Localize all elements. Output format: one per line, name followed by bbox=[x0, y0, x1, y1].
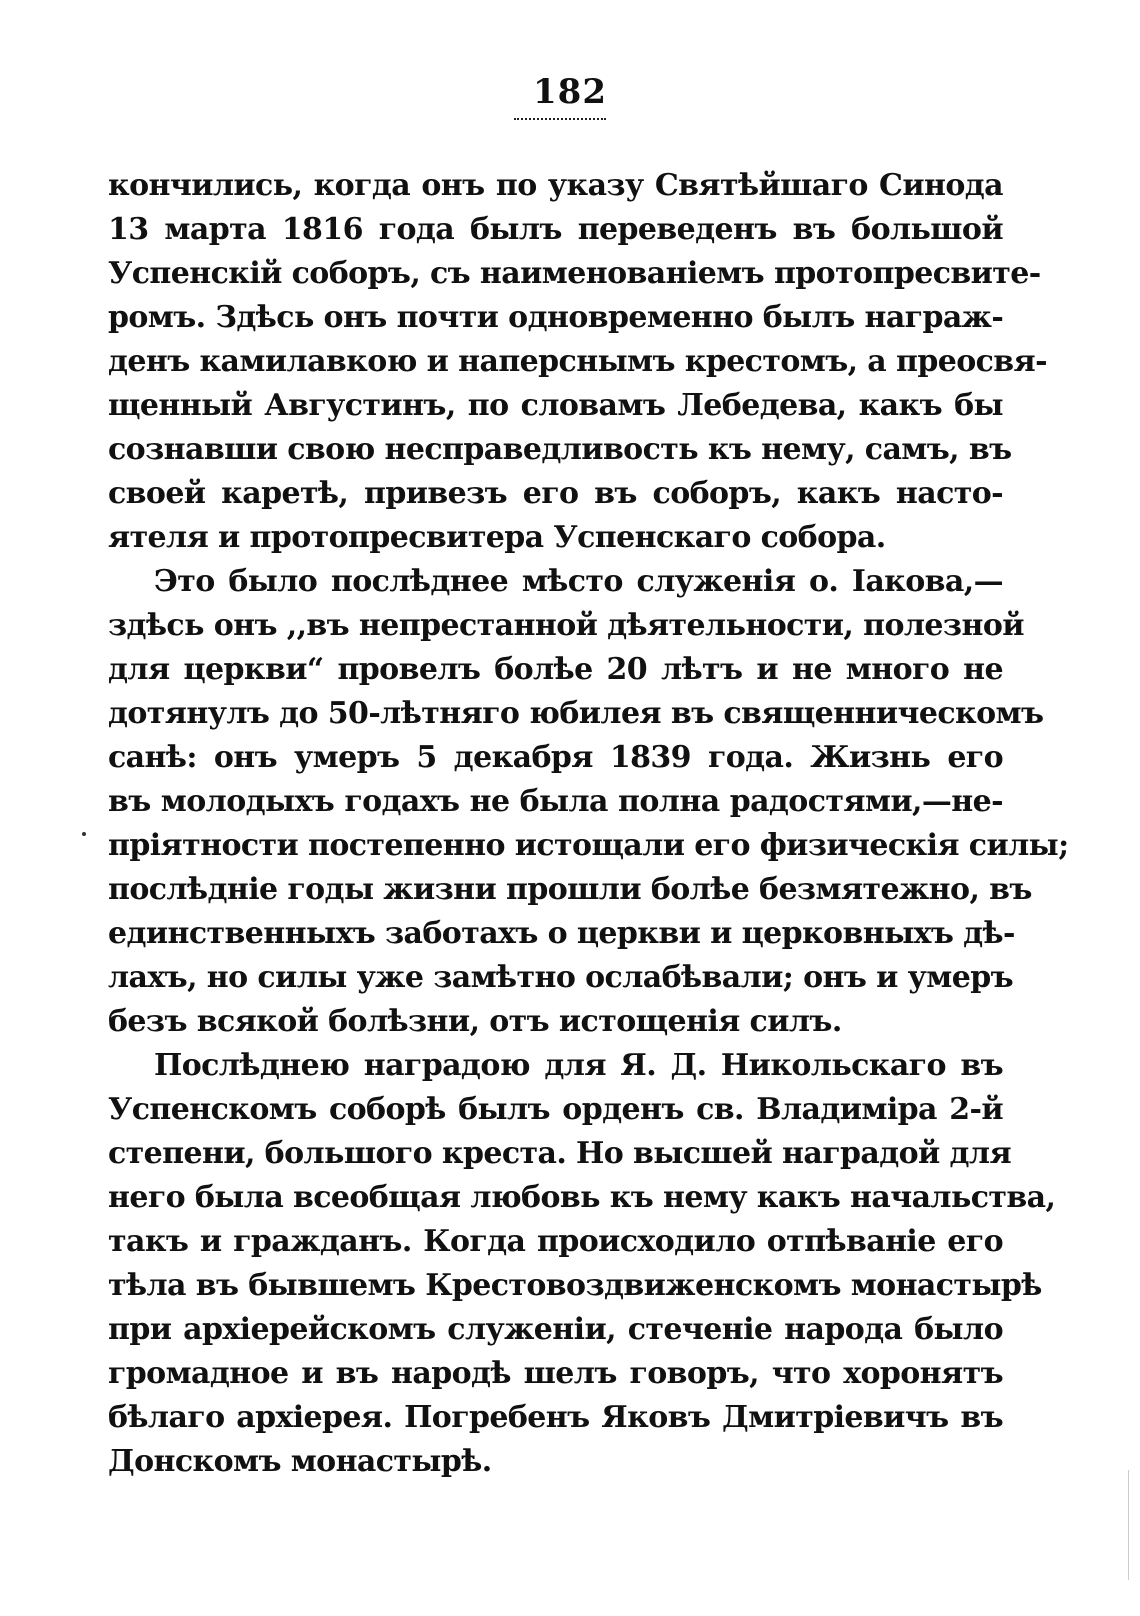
text-line: послѣдніе годы жизни прошли болѣе безмятежно, въ bbox=[108, 872, 1032, 907]
text-line: Успенскомъ соборѣ былъ орденъ св. Владиміра 2-й bbox=[108, 1092, 1003, 1127]
text-line: ромъ. Здѣсь онъ почти одновременно былъ награж- bbox=[108, 300, 1004, 335]
text-line: при архіерейскомъ служеніи, стеченіе народа было bbox=[108, 1312, 1003, 1347]
text-line: кончились, когда онъ по указу Святѣйшаго Синода bbox=[108, 168, 1003, 203]
text-line: бѣлаго архіерея. Погребенъ Яковъ Дмитріевичъ въ bbox=[108, 1400, 1003, 1435]
text-line: для церкви“ провелъ болѣе 20 лѣтъ и не много не bbox=[108, 652, 1003, 687]
page-number-rule bbox=[514, 118, 606, 120]
text-line: Послѣднею наградою для Я. Д. Никольскаго въ bbox=[154, 1048, 1003, 1083]
page-number: 182 bbox=[533, 72, 607, 112]
text-line: Донскомъ монастырѣ. bbox=[108, 1444, 492, 1479]
text-line: Это было послѣднее мѣсто служенія о. Іакова,— bbox=[154, 564, 1003, 599]
scan-edge-mark bbox=[1128, 1470, 1129, 1580]
text-line: единственныхъ заботахъ о церкви и церковныхъ дѣ- bbox=[108, 916, 1015, 951]
text-line: безъ всякой болѣзни, отъ истощенія силъ. bbox=[108, 1004, 842, 1039]
text-line: пріятности постепенно истощали его физическія силы; bbox=[108, 828, 1069, 863]
text-line: степени, большого креста. Но высшей наградой для bbox=[108, 1136, 1012, 1171]
text-line: ятеля и протопресвитера Успенскаго собора. bbox=[108, 520, 886, 555]
text-line: щенный Августинъ, по словамъ Лебедева, какъ бы bbox=[108, 388, 1003, 423]
text-line: лахъ, но силы уже замѣтно ослабѣвали; онъ и умеръ bbox=[108, 960, 1013, 995]
text-line: денъ камилавкою и наперснымъ крестомъ, а преосвя- bbox=[108, 344, 1047, 379]
text-line: громадное и въ народѣ шелъ говоръ, что хоронятъ bbox=[108, 1356, 1003, 1391]
margin-speck bbox=[82, 832, 86, 836]
text-line: Успенскій соборъ, съ наименованіемъ протопресвите- bbox=[108, 256, 1041, 291]
text-line: дотянулъ до 50-лѣтняго юбилея въ священническомъ bbox=[108, 696, 1044, 731]
text-line: своей каретѣ, привезъ его въ соборъ, какъ насто- bbox=[108, 476, 1003, 511]
text-line: санѣ: онъ умеръ 5 декабря 1839 года. Жизнь его bbox=[108, 740, 1003, 775]
text-line: такъ и гражданъ. Когда происходило отпѣваніе его bbox=[108, 1224, 1003, 1259]
text-line: здѣсь онъ ,,въ непрестанной дѣятельности, полезной bbox=[108, 608, 1024, 643]
text-line: въ молодыхъ годахъ не была полна радостями,—не- bbox=[108, 784, 1003, 819]
page-text bbox=[108, 164, 1069, 1484]
text-line: 13 марта 1816 года былъ переведенъ въ большой bbox=[108, 212, 1003, 247]
text-line: него была всеобщая любовь къ нему какъ начальства, bbox=[108, 1180, 1056, 1215]
text-line: тѣла въ бывшемъ Крестовоздвиженскомъ монастырѣ bbox=[108, 1268, 1042, 1303]
text-line: сознавши свою несправедливость къ нему, самъ, въ bbox=[108, 432, 1012, 467]
